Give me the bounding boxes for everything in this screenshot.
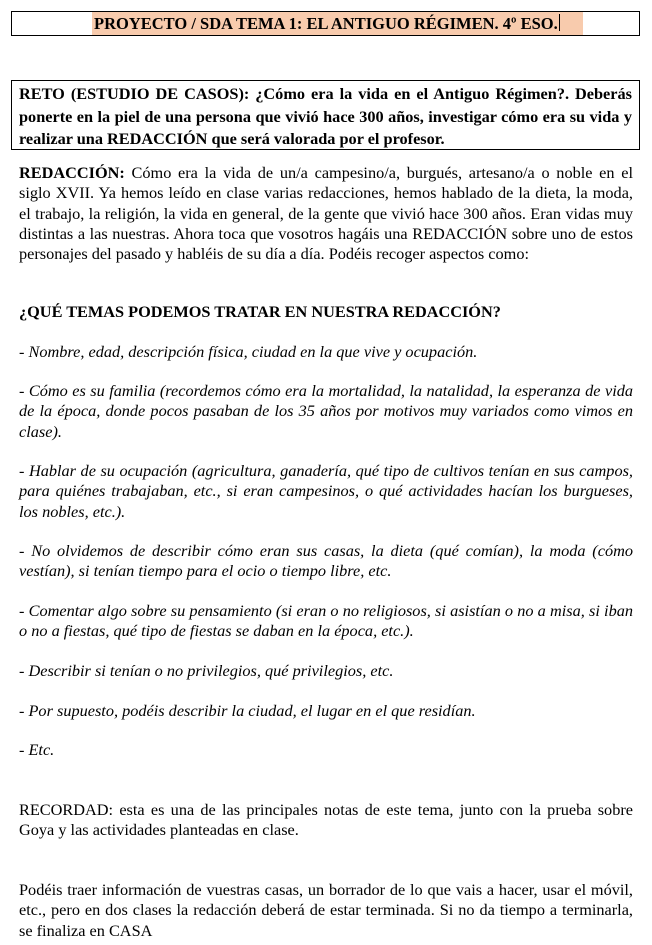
- tema-item-5: - Comentar algo sobre su pensamiento (si eran o no religiosos, si asistían o no a misa, si iban o no a fiestas, qué tipo de fiestas se daban en la época, etc.).: [19, 601, 633, 641]
- informacion-paragraph: Podéis traer información de vuestras casas, un borrador de lo que vais a hacer, usar el móvil, etc., pero en dos clases la redacción deberá de estar terminada. Si no da tiempo a terminarla, se finaliza en CASA: [19, 880, 633, 940]
- tema-item-4: - No olvidemos de describir cómo eran sus casas, la dieta (qué comían), la moda (cómo vestían), si tenían tiempo para el ocio o tiempo libre, etc.: [19, 541, 633, 581]
- recordad-paragraph: RECORDAD: esta es una de las principales notas de este tema, junto con la prueba sobre Goya y las actividades planteadas en clase.: [19, 800, 633, 840]
- tema-item-2: - Cómo es su familia (recordemos cómo era la mortalidad, la natalidad, la esperanza de vida de la época, donde pocos pasaban de los 35 años por motivos muy variados como vimos en clase).: [19, 381, 633, 441]
- tema-item-8: - Etc.: [19, 740, 55, 759]
- title-box: [11, 11, 640, 36]
- redaccion-paragraph: [19, 163, 633, 264]
- document-title: [94, 14, 560, 34]
- temas-heading: ¿QUÉ TEMAS PODEMOS TRATAR EN NUESTRA REDACCIÓN?: [19, 302, 501, 321]
- tema-item-6: - Describir si tenían o no privilegios, qué privilegios, etc.: [19, 661, 394, 680]
- reto-box: RETO (ESTUDIO DE CASOS): ¿Cómo era la vida en el Antiguo Régimen?. Deberás ponerte en la piel de una persona que vivió hace 300 años, investigar cómo era su vida y realizar una REDACCIÓN que será valorada por el profesor.: [11, 80, 640, 150]
- tema-item-3: - Hablar de su ocupación (agricultura, ganadería, qué tipo de cultivos tenían en sus campos, para quiénes trabajaban, etc., si eran campesinos, o qué actividades hacían los burgueses, los nobles, etc.).: [19, 461, 633, 521]
- document-title-text: PROYECTO / SDA TEMA 1: EL ANTIGUO RÉGIMEN. 4º ESO.: [94, 14, 558, 33]
- redaccion-text: Cómo era la vida de un/a campesino/a, burgués, artesano/a o noble en el siglo XVII. Ya hemos leído en clase varias redacciones, hemos hablado de la dieta, la moda, el trabajo, la religión, la vida en general, de la gente que vivió hace 300 años. Eran vidas muy distintas a las nuestras. Ahora toca que vosotros hagáis una REDACCIÓN sobre uno de estos personajes del pasado y habléis de su día a día. Podéis recoger aspectos como:: [19, 163, 633, 264]
- tema-item-1: - Nombre, edad, descripción física, ciudad en la que vive y ocupación.: [19, 342, 478, 361]
- tema-item-7: - Por supuesto, podéis describir la ciudad, el lugar en el que residían.: [19, 701, 476, 720]
- redaccion-label: REDACCIÓN:: [19, 163, 125, 182]
- text-cursor: [559, 14, 560, 31]
